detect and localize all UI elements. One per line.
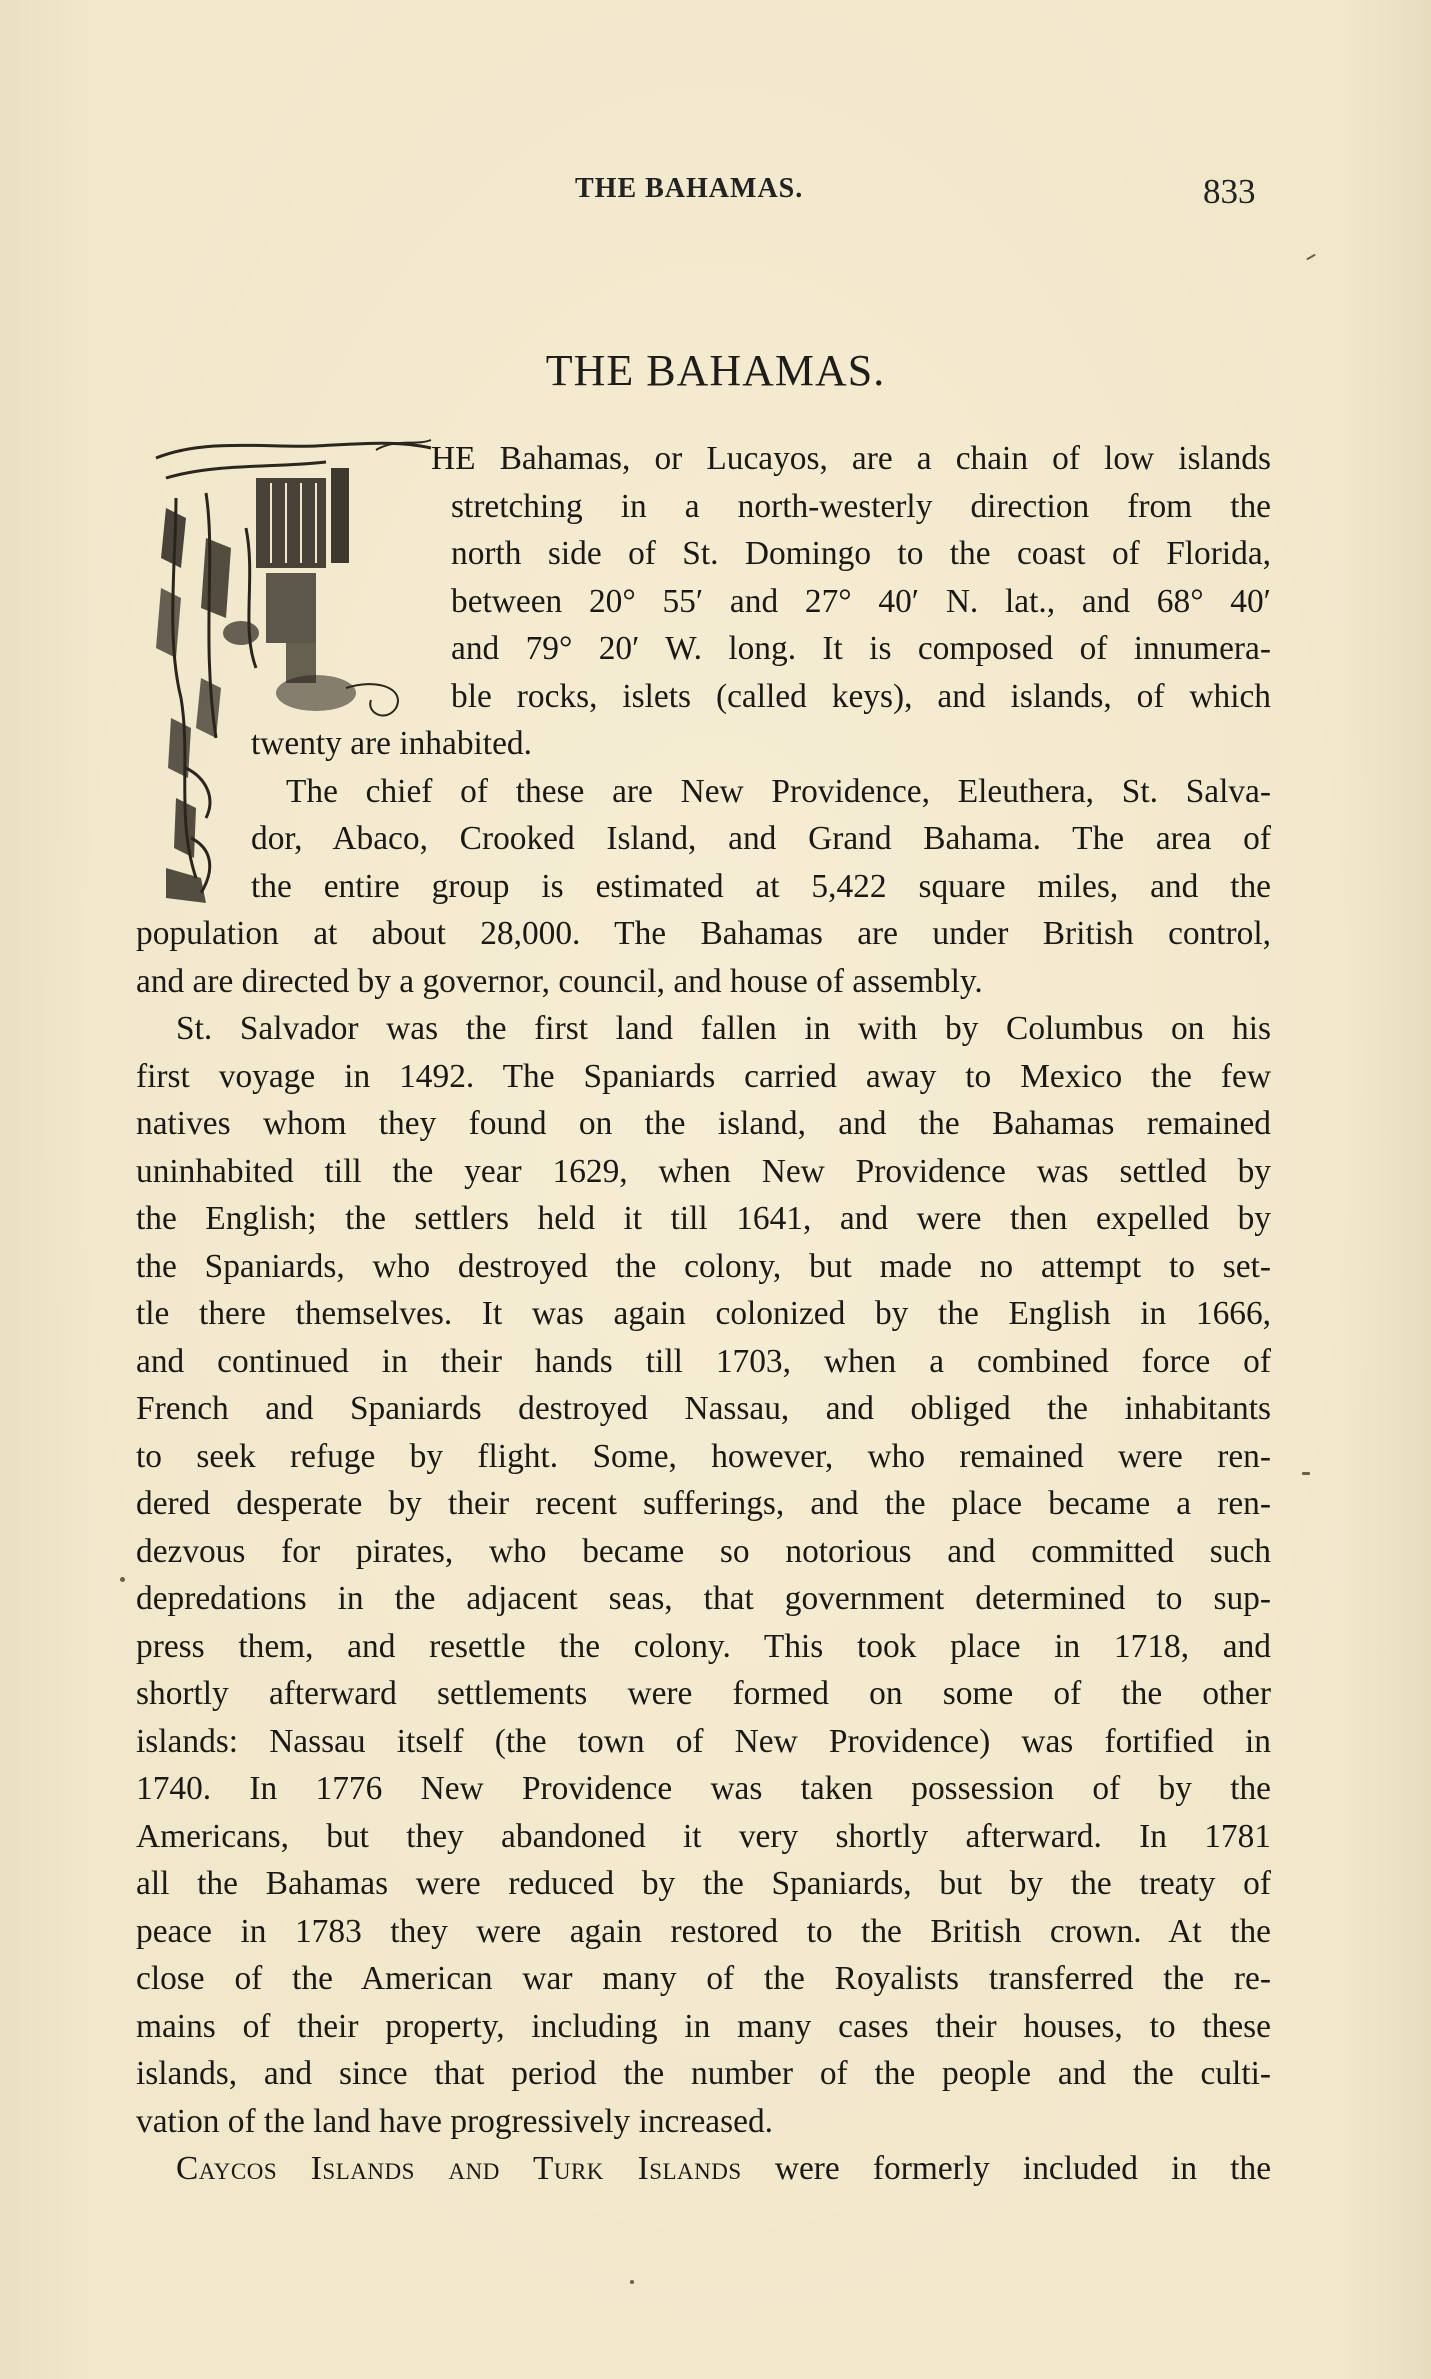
- text-line: vation of the land have progressively increased.: [136, 2102, 773, 2140]
- text-line: to seek refuge by flight. Some, however, who remained were ren-: [136, 1437, 1271, 1475]
- final-line-rest: were formerly included in the: [741, 2150, 1272, 2187]
- text-line: ble rocks, islets (called keys), and islands, of which: [451, 677, 1271, 715]
- text-line: press them, and resettle the colony. This took place in 1718, and: [136, 1627, 1271, 1665]
- text-line-final: [136, 2145, 1271, 2193]
- text-line: St. Salvador was the first land fallen in with by Columbus on his: [176, 1010, 1271, 1047]
- text-line: The chief of these are New Providence, Eleuthera, St. Salva-: [286, 772, 1271, 810]
- text-line: dered desperate by their recent sufferings, and the place became a ren-: [136, 1485, 1271, 1522]
- text-line: all the Bahamas were reduced by the Spaniards, but by the treaty of: [136, 1865, 1271, 1902]
- text-line: close of the American war many of the Royalists transferred the re-: [136, 1960, 1271, 1997]
- small-caps-heading: Caycos Islands and Turk Islands: [176, 2150, 742, 2187]
- text-line: stretching in a north-westerly direction from the: [451, 487, 1271, 525]
- text-line: twenty are inhabited.: [251, 725, 532, 762]
- text-line: and 79° 20′ W. long. It is composed of innumera-: [451, 630, 1271, 667]
- text-line: population at about 28,000. The Bahamas are under British control,: [136, 915, 1271, 952]
- article-body: [136, 435, 1271, 2193]
- text-line: and continued in their hands till 1703, when a combined force of: [136, 1342, 1271, 1380]
- text-line: islands, and since that period the number of the people and the culti-: [136, 2055, 1271, 2092]
- text-line: French and Spaniards destroyed Nassau, and obliged the inhabitants: [136, 1390, 1271, 1427]
- text-line: the entire group is estimated at 5,422 square miles, and the: [251, 867, 1271, 905]
- text-line: dezvous for pirates, who became so notorious and committed such: [136, 1532, 1271, 1570]
- text-line: HE Bahamas, or Lucayos, are a chain of low islands: [431, 440, 1271, 477]
- text-line: mains of their property, including in many cases their houses, to these: [136, 2007, 1271, 2045]
- text-line: islands: Nassau itself (the town of New Providence) was fortified in: [136, 1722, 1271, 1760]
- text-line: uninhabited till the year 1629, when New Providence was settled by: [136, 1152, 1271, 1190]
- text-line: Americans, but they abandoned it very shortly afterward. In 1781: [136, 1817, 1271, 1855]
- text-line: depredations in the adjacent seas, that government determined to sup-: [136, 1580, 1271, 1617]
- text-line: 1740. In 1776 New Providence was taken possession of by the: [136, 1770, 1271, 1807]
- text-line: north side of St. Domingo to the coast of Florida,: [451, 535, 1271, 572]
- paper-speck: [1302, 1472, 1310, 1475]
- text-line: shortly afterward settlements were formed on some of the other: [136, 1675, 1271, 1712]
- text-line: and are directed by a governor, council, and house of assembly.: [136, 962, 983, 1000]
- text-line: dor, Abaco, Crooked Island, and Grand Bahama. The area of: [251, 820, 1271, 857]
- paper-speck: [120, 1577, 125, 1582]
- text-line: between 20° 55′ and 27° 40′ N. lat., and 68° 40′: [451, 582, 1271, 620]
- text-line: the Spaniards, who destroyed the colony, but made no attempt to set-: [136, 1247, 1271, 1285]
- running-head: THE BAHAMAS.: [575, 173, 804, 204]
- text-line: natives whom they found on the island, and the Bahamas remained: [136, 1105, 1271, 1142]
- page-number: 833: [1203, 172, 1256, 211]
- paper-speck: [630, 2280, 634, 2284]
- text-line: tle there themselves. It was again colonized by the English in 1666,: [136, 1295, 1271, 1332]
- paper-speck: [1306, 254, 1316, 261]
- text-line: peace in 1783 they were again restored to the British crown. At the: [136, 1912, 1271, 1950]
- text-line: the English; the settlers held it till 1641, and were then expelled by: [136, 1200, 1271, 1237]
- chapter-title: THE BAHAMAS.: [545, 346, 886, 395]
- text-line: first voyage in 1492. The Spaniards carried away to Mexico the few: [136, 1057, 1271, 1095]
